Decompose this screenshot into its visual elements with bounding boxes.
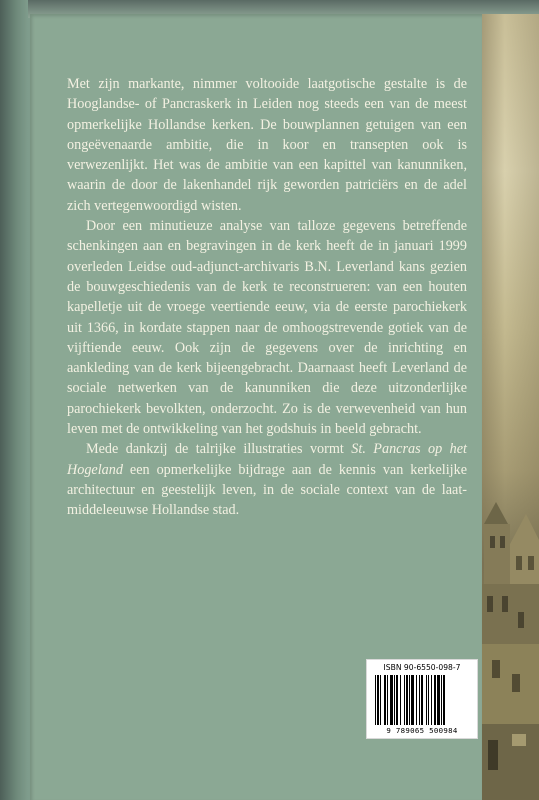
book-title-italic: St. Pancras op het Hogeland xyxy=(67,441,467,478)
isbn-text: ISBN 90-6550-098-7 xyxy=(383,663,461,672)
blurb-paragraph-1: Met zijn markante, nimmer voltooide laatgotische gestalte is de Hooglandse- of Pancraskerk in Leiden nog steeds een van de meest opmerkelijke Hollandse kerken. De bouwplannen getuigen van een ongeëvenaarde ambitie, die in koor en transepten ook is verwezenlijkt. Het was de ambitie van een kapittel van kanunniken, waarin de door de lakenhandel rijk geworden patriciërs en de adel zich vertegenwoordigd wisten. xyxy=(67,76,467,214)
blurb-paragraph-2: Door een minutieuze analyse van talloze gegevens betreffende schenkingen aan en begravingen in de kerk heeft de in januari 1999 overleden Leidse oud-adjunct-archivaris B.N. Leverland kans gezien de bouwgeschiedenis van de kerk te reconstrueren: van een houten kapelletje uit de vroege veertiende eeuw, via de eerste parochiekerk uit 1366, in kordate stappen naar de omhoogstrevende gotiek van de vijftiende eeuw. Ook zijn de gegevens over de inrichting en aankleding van de kerk bijeengebracht. Daarnaast heeft Leverland de sociale netwerken van de kanunniken die deze uitzonderlijke parochiekerk bevolkten, onderzocht. Zo is de verwevenheid van hun leven met de ontwikkeling van het godshuis in beeld gebracht. xyxy=(67,218,467,438)
book-spine-edge xyxy=(0,0,28,800)
paragraph-3-rest: een opmerkelijke bijdrage aan de kennis van kerkelijke architectuur en geestelijk leven, in de sociale context van de laat-middeleeuwse Hollandse stad. xyxy=(67,461,467,519)
painting-buildings-image xyxy=(482,484,539,800)
barcode-number: 9 789065 500984 xyxy=(386,726,458,735)
blurb-text xyxy=(67,74,467,521)
barcode-bars-icon xyxy=(375,675,469,725)
cover-painting-strip xyxy=(482,14,539,800)
barcode-label xyxy=(366,659,478,739)
paragraph-3-intro: Mede dankzij de talrijke illustraties vormt xyxy=(86,441,352,458)
blurb-paragraph-3 xyxy=(67,439,467,520)
